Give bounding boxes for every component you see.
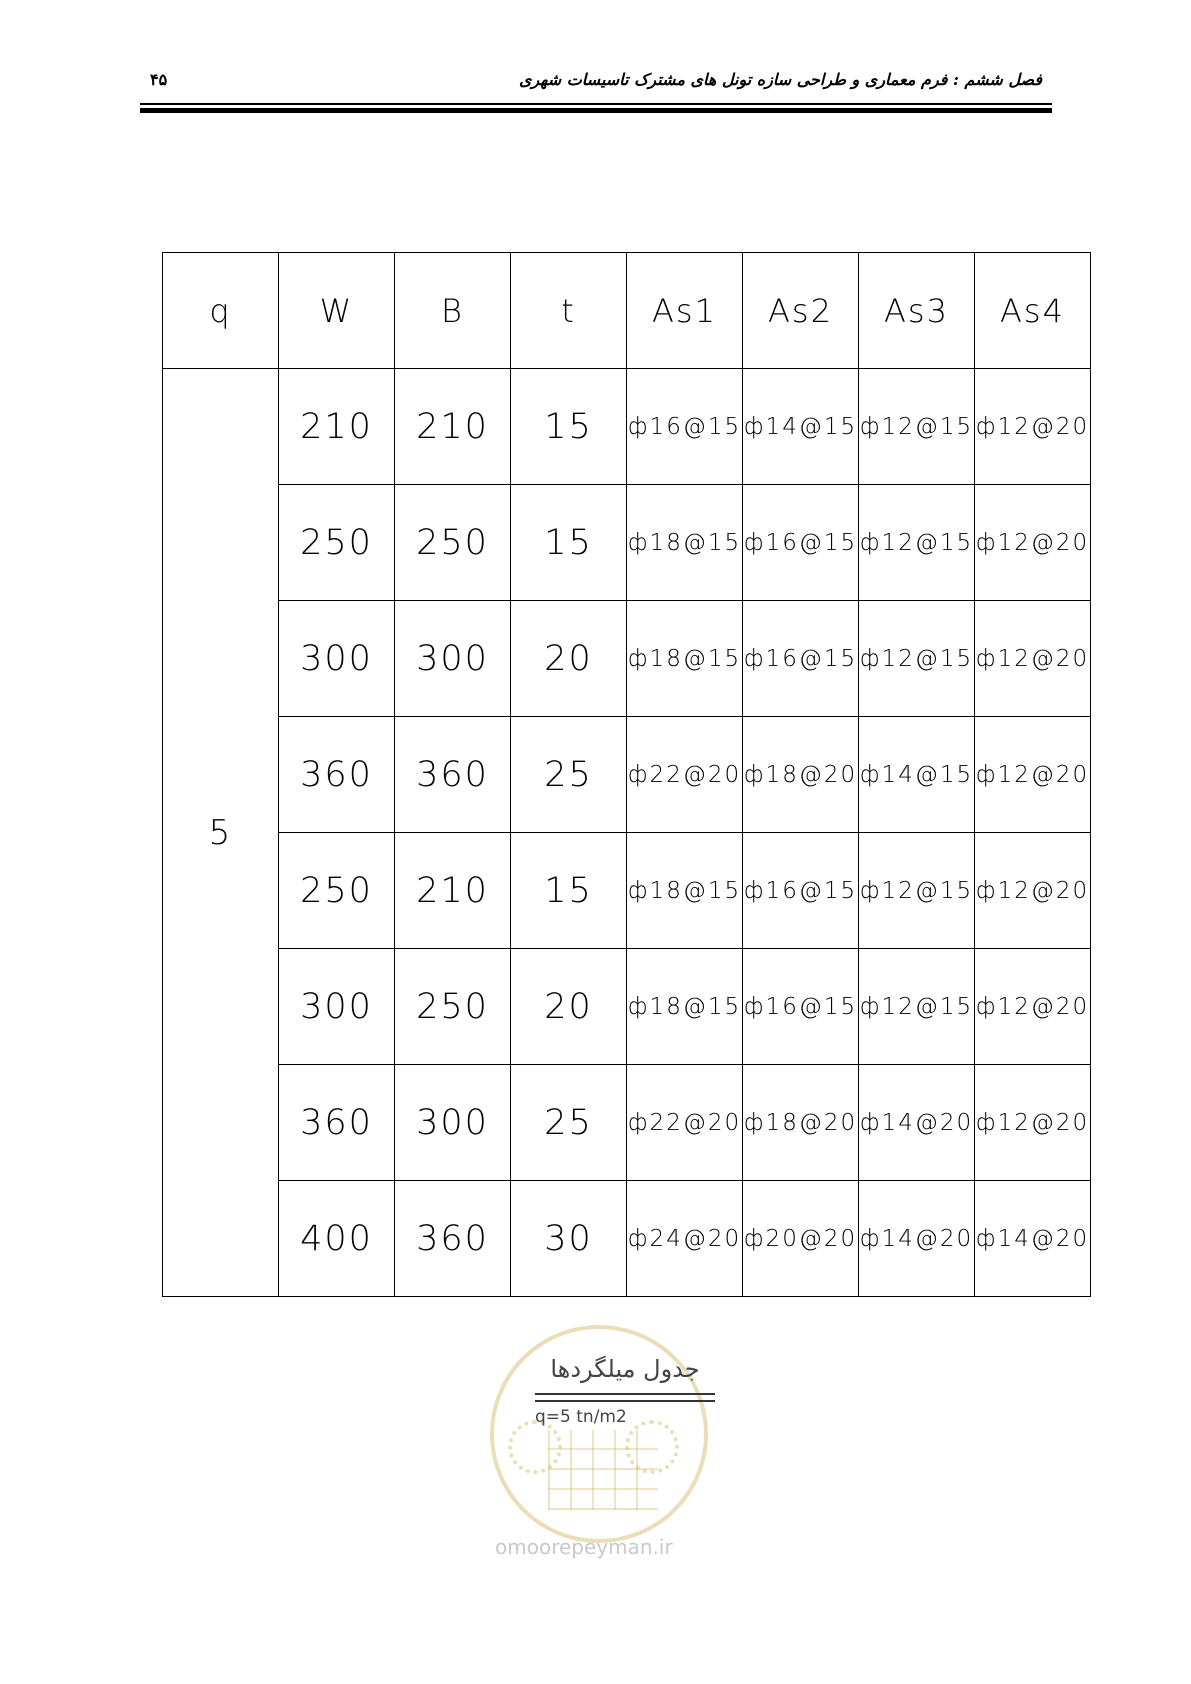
cell-as1: ф18@15	[627, 601, 743, 717]
cell-t: 20	[511, 949, 627, 1065]
table-row	[163, 485, 1091, 601]
cell-as2: ф16@15	[743, 601, 859, 717]
cell-as4: ф12@20	[975, 949, 1091, 1065]
header-cell-as2: As2	[743, 253, 859, 369]
header-cell-t: t	[511, 253, 627, 369]
cell-as4: ф12@20	[975, 717, 1091, 833]
cell-w: 210	[279, 369, 395, 485]
watermark-gear-icon	[625, 1420, 679, 1474]
cell-as4: ф12@20	[975, 369, 1091, 485]
cell-as1: ф18@15	[627, 485, 743, 601]
cell-b: 360	[395, 717, 511, 833]
header-cell-as3: As3	[859, 253, 975, 369]
cell-b: 210	[395, 369, 511, 485]
cell-t: 20	[511, 601, 627, 717]
caption-subtitle: q=5 tn/m2	[535, 1407, 627, 1427]
cell-b: 300	[395, 1065, 511, 1181]
cell-w: 360	[279, 1065, 395, 1181]
caption-title: جدول میلگردها	[550, 1355, 700, 1383]
caption-underline-double	[535, 1400, 715, 1402]
caption-underline	[535, 1393, 715, 1395]
q-value-cell: 5	[163, 369, 279, 1297]
header-cell-as1: As1	[627, 253, 743, 369]
cell-t: 25	[511, 1065, 627, 1181]
table-row	[163, 949, 1091, 1065]
cell-as3: ф12@15	[859, 369, 975, 485]
cell-as3: ф14@20	[859, 1065, 975, 1181]
table-row	[163, 717, 1091, 833]
cell-t: 15	[511, 485, 627, 601]
cell-as3: ф14@20	[859, 1181, 975, 1297]
table-row	[163, 833, 1091, 949]
header-cell-as4: As4	[975, 253, 1091, 369]
watermark-site: omoorepeyman.ir	[495, 1535, 673, 1559]
chapter-title: فصل ششم : فرم معماری و طراحی سازه تونل های مشترک تاسیسات شهری	[519, 70, 1042, 89]
cell-w: 250	[279, 833, 395, 949]
cell-as4: ф12@20	[975, 1065, 1091, 1181]
cell-as3: ф12@15	[859, 833, 975, 949]
header-rule-thick	[140, 108, 1052, 113]
cell-b: 250	[395, 949, 511, 1065]
cell-w: 360	[279, 717, 395, 833]
cell-as1: ф18@15	[627, 833, 743, 949]
cell-as1: ф22@20	[627, 717, 743, 833]
header-cell-w: W	[279, 253, 395, 369]
table-row	[163, 1065, 1091, 1181]
cell-w: 300	[279, 601, 395, 717]
cell-t: 25	[511, 717, 627, 833]
cell-as3: ф14@15	[859, 717, 975, 833]
header-rule-thin	[140, 103, 1052, 105]
cell-w: 300	[279, 949, 395, 1065]
cell-as4: ф12@20	[975, 833, 1091, 949]
cell-as2: ф18@20	[743, 717, 859, 833]
cell-as4: ф12@20	[975, 485, 1091, 601]
cell-as2: ф18@20	[743, 1065, 859, 1181]
cell-t: 30	[511, 1181, 627, 1297]
cell-as2: ф16@15	[743, 833, 859, 949]
cell-as3: ф12@15	[859, 601, 975, 717]
cell-w: 250	[279, 485, 395, 601]
cell-as3: ф12@15	[859, 485, 975, 601]
cell-as1: ф24@20	[627, 1181, 743, 1297]
rebar-table	[162, 252, 1091, 1297]
cell-w: 400	[279, 1181, 395, 1297]
header-cell-b: B	[395, 253, 511, 369]
watermark-scale-icon	[508, 1420, 562, 1474]
page-number: ۴۵	[150, 70, 168, 89]
page-header	[140, 68, 1052, 94]
table-header-row	[163, 253, 1091, 369]
cell-as2: ф20@20	[743, 1181, 859, 1297]
cell-b: 300	[395, 601, 511, 717]
cell-as4: ф14@20	[975, 1181, 1091, 1297]
table-row	[163, 369, 1091, 485]
cell-as2: ф16@15	[743, 949, 859, 1065]
table-row	[163, 1181, 1091, 1297]
table-row	[163, 601, 1091, 717]
cell-b: 360	[395, 1181, 511, 1297]
cell-t: 15	[511, 833, 627, 949]
cell-as2: ф16@15	[743, 485, 859, 601]
cell-as1: ф22@20	[627, 1065, 743, 1181]
cell-b: 210	[395, 833, 511, 949]
cell-as1: ф16@15	[627, 369, 743, 485]
cell-as3: ф12@15	[859, 949, 975, 1065]
cell-t: 15	[511, 369, 627, 485]
cell-as1: ф18@15	[627, 949, 743, 1065]
cell-as4: ф12@20	[975, 601, 1091, 717]
header-cell-q: q	[163, 253, 279, 369]
cell-b: 250	[395, 485, 511, 601]
table-caption	[535, 1355, 715, 1427]
cell-as2: ф14@15	[743, 369, 859, 485]
